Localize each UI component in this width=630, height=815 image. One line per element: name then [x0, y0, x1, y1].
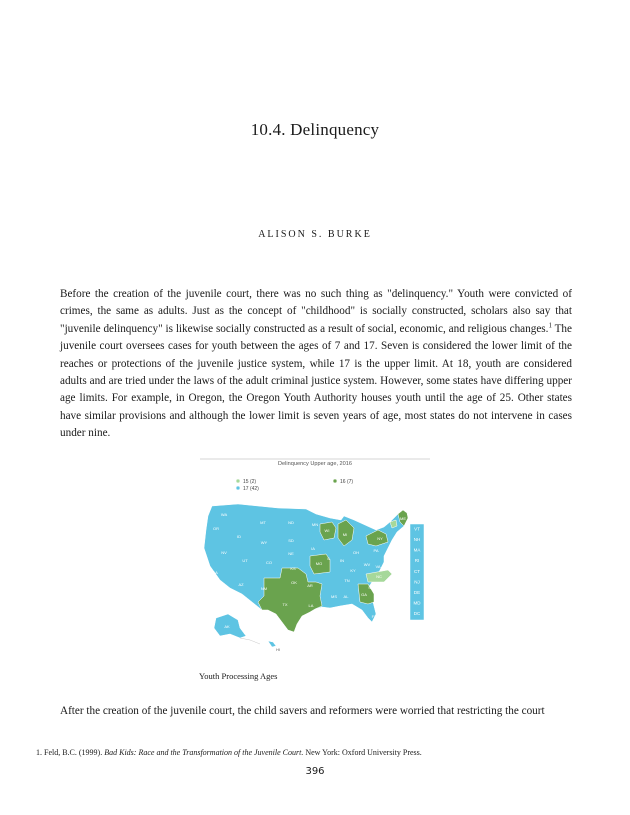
legend-label-17: 17 (42) [243, 486, 259, 492]
ne-label-ri: RI [414, 558, 420, 564]
label-wy: WY [260, 540, 268, 545]
us-map [198, 456, 432, 664]
label-mo: MO [315, 561, 323, 566]
label-mi: MI [342, 532, 348, 537]
label-tn: TN [344, 578, 350, 583]
label-ok: OK [291, 580, 297, 585]
footnote-book-title: Bad Kids: Race and the Transformation of the Juvenile Court. [104, 748, 304, 757]
label-hi: HI [276, 648, 280, 652]
paragraph-1 [60, 286, 572, 443]
label-pa: PA [373, 548, 379, 553]
page-title: 10.4. Delinquency [250, 120, 380, 139]
ne-label-dc: DC [413, 611, 421, 617]
legend-swatch-16 [333, 479, 337, 483]
footnote-reference-link[interactable]: 1 [548, 321, 552, 330]
footnote-number: 1. [36, 748, 42, 757]
ne-label-ct: CT [414, 568, 420, 574]
ne-label-ma: MA [413, 547, 421, 553]
label-ia: IA [311, 546, 315, 551]
label-tx: TX [282, 602, 288, 607]
label-la: LA [308, 603, 314, 608]
label-me: ME [400, 516, 406, 521]
label-wv: WV [363, 562, 371, 567]
footnote-publisher: New York: Oxford University Press. [305, 748, 422, 757]
label-in: IN [340, 558, 344, 563]
paragraph-2: After the creation of the juvenile court, the child savers and reformers were worried that restricting the court [60, 705, 545, 717]
label-nc: NC [376, 574, 382, 579]
label-az: AZ [238, 582, 244, 587]
label-al: AL [343, 594, 349, 599]
legend-swatch-17 [236, 486, 240, 490]
label-ms: MS [331, 594, 337, 599]
ne-label-md: MD [413, 600, 421, 606]
label-ga: GA [361, 592, 367, 597]
age-map-figure [198, 456, 432, 664]
label-nd: ND [288, 520, 294, 525]
label-mt: MT [260, 520, 266, 525]
label-va: VA [375, 564, 381, 569]
label-ne: NE [288, 551, 294, 556]
label-ca: CA [212, 570, 218, 575]
ne-label-nh: NH [413, 537, 421, 542]
label-sc: SC [368, 585, 374, 590]
label-nm: NM [260, 586, 268, 591]
northeast-state-list [410, 524, 424, 620]
label-oh: OH [353, 550, 359, 555]
label-fl: FL [371, 614, 377, 619]
figure-caption: Youth Processing Ages [199, 671, 278, 681]
label-nv: NV [221, 550, 227, 555]
label-il: IL [327, 556, 331, 561]
page-number: 396 [305, 766, 325, 777]
ne-label-nj: NJ [414, 579, 420, 585]
legend-label-16: 16 (7) [340, 479, 354, 485]
author-name: ALISON S. BURKE [258, 229, 372, 240]
paragraph-1-text: Before the creation of the juvenile court, there was no such thing as "delinquency." Youth were convicted of crimes, the same as adults. Just as the concept of "childhood" is socially constructed, scholars also say that "juvenile delinquency" is likewise socially constructed as a result of social, economic, and religious changes. [60, 288, 572, 335]
legend-swatch-15 [236, 479, 240, 483]
label-sd: SD [288, 538, 294, 543]
label-ut: UT [242, 558, 248, 563]
footnote [36, 748, 422, 757]
label-wa: WA [220, 512, 228, 517]
label-ny: NY [377, 536, 383, 541]
label-ak: AK [224, 624, 230, 629]
legend-label-15: 15 (2) [243, 479, 257, 485]
label-wi: WI [324, 528, 330, 533]
label-mn: MN [311, 522, 319, 527]
paragraph-1-continued: The juvenile court oversees cases for youth between the ages of 7 and 17. Seven is considered the lower limit of the reaches or protections of the juvenile justice system, while 17 is the upper limit. At 18, youth are considered adults and are tried under the laws of the adult criminal justice system. However, some states have differing upper age limits. For example, in Oregon, the Oregon Youth Authority houses youth until the age of 25. Other states have similar provisions and although the lower limit is seven years of age, most states do not intervene in cases under nine. [60, 322, 572, 440]
label-ar: AR [307, 583, 313, 588]
label-ky: KY [350, 568, 356, 573]
label-co: CO [266, 560, 272, 565]
label-ks: KS [290, 566, 296, 571]
label-id: ID [237, 534, 241, 539]
footnote-authors: Feld, B.C. (1999). [44, 748, 103, 757]
map-title: Delinquency Upper age, 2016 [277, 461, 353, 467]
ne-label-vt: VT [414, 526, 420, 532]
ne-label-de: DE [413, 590, 421, 595]
label-or: OR [213, 526, 219, 531]
